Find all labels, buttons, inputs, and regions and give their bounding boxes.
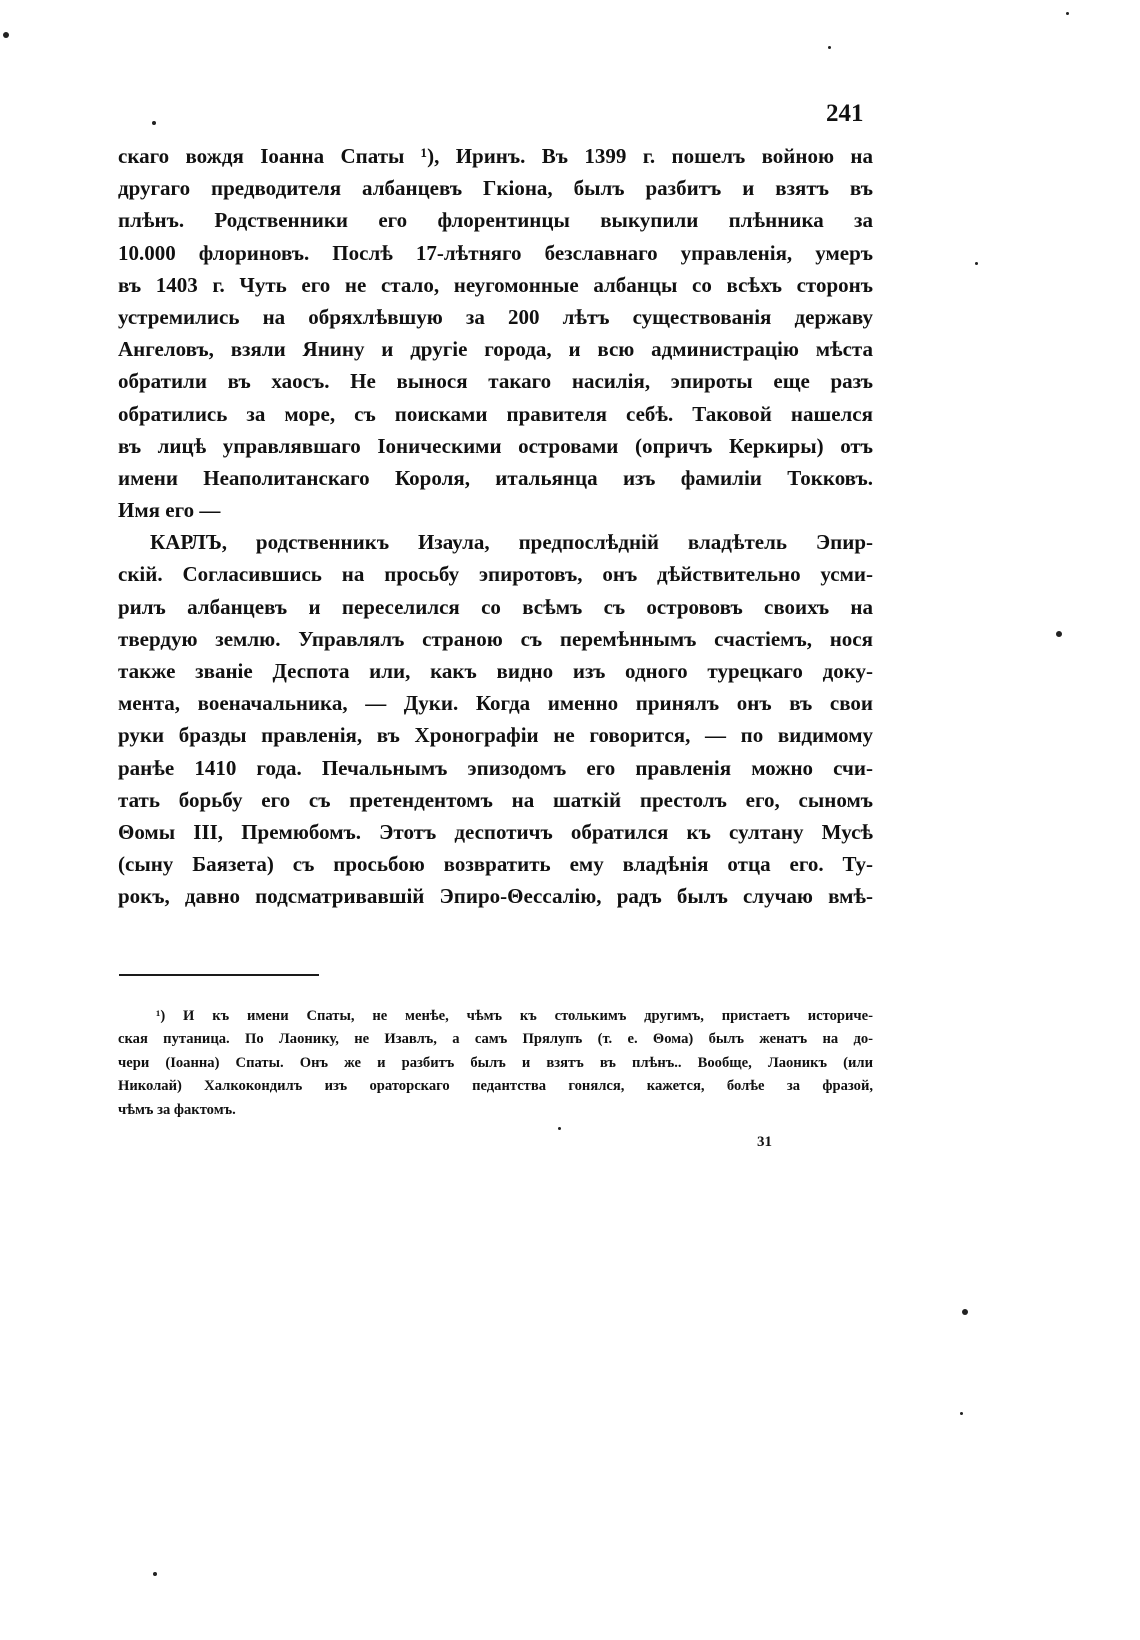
text-line: другаго предводителя албанцевъ Гкіона, былъ разбитъ и взятъ въ bbox=[118, 176, 873, 201]
footnote-line: чери (Іоанна) Спаты. Онъ же и разбитъ былъ и взятъ въ плѣнъ.. Вообще, Лаоникъ (или bbox=[118, 1054, 873, 1071]
text-line: устремились на обряхлѣвшую за 200 лѣтъ существованія державу bbox=[118, 304, 873, 329]
main-text bbox=[118, 140, 873, 913]
text-line: Ангеловъ, взяли Янину и другіе города, и всю администрацію мѣста bbox=[118, 337, 873, 362]
scan-speck bbox=[962, 1309, 968, 1315]
footnote bbox=[118, 1005, 873, 1122]
footnote-line: ¹) И къ имени Спаты, не менѣе, чѣмъ къ столькимъ другимъ, пристаетъ историче- bbox=[156, 1008, 873, 1024]
text-line: рокъ, давно подсматривавшій Эпиро-Θессалію, радъ былъ случаю вмѣ- bbox=[118, 884, 873, 909]
text-line: обратились за море, съ поисками правителя себѣ. Таковой нашелся bbox=[118, 401, 873, 426]
scan-speck bbox=[828, 46, 831, 49]
text-line: скій. Согласившись на просьбу эпиротовъ, онъ дѣйствительно усми- bbox=[118, 562, 873, 587]
page-number: 241 bbox=[826, 100, 864, 127]
text-line: Имя его — bbox=[118, 498, 221, 523]
scan-speck bbox=[3, 32, 9, 38]
scan-speck bbox=[152, 121, 156, 125]
text-line: имени Неаполитанскаго Короля, итальянца изъ фамиліи Токковъ. bbox=[118, 465, 873, 490]
text-line: тать борьбу его съ претендентомъ на шаткій престолъ его, сыномъ bbox=[118, 787, 873, 812]
scan-speck bbox=[153, 1572, 157, 1576]
text-line: руки бразды правленія, въ Хронографіи не говорится, — по видимому bbox=[118, 723, 873, 748]
text-line: 10.000 флориновъ. Послѣ 17-лѣтняго безславнаго управленія, умеръ bbox=[118, 240, 873, 265]
text-line: въ лицѣ управлявшаго Іоническими островами (опричъ Керкиры) отъ bbox=[118, 433, 873, 458]
printer-signature-mark: 31 bbox=[757, 1134, 772, 1150]
text-line: КАРЛЪ, родственникъ Изаула, предпослѣдній владѣтель Эпир- bbox=[150, 530, 873, 555]
scan-speck bbox=[558, 1127, 561, 1130]
text-line: (сыну Баязета) съ просьбою возвратить ему владѣнія отца его. Ту- bbox=[118, 852, 873, 877]
text-line: также званіе Деспота или, какъ видно изъ одного турецкаго доку- bbox=[118, 659, 873, 683]
text-line: мента, военачальника, — Дуки. Когда именно принялъ онъ въ свои bbox=[118, 691, 873, 716]
scan-speck bbox=[1066, 12, 1069, 15]
text-line: скаго вождя Іоанна Спаты ¹), Иринъ. Въ 1399 г. пошелъ войною на bbox=[118, 144, 873, 168]
text-line: твердую землю. Управлялъ страною съ перемѣннымъ счастіемъ, нося bbox=[118, 626, 873, 651]
scan-speck bbox=[1056, 631, 1062, 637]
text-line: обратили въ хаосъ. Не вынося такаго насилія, эпироты еще разъ bbox=[118, 369, 873, 394]
text-line: въ 1403 г. Чуть его не стало, неугомонные албанцы со всѣхъ сторонъ bbox=[118, 272, 873, 297]
footnote-line: чѣмъ за фактомъ. bbox=[118, 1101, 236, 1118]
footnote-line: ская путаница. По Лаонику, не Изавлъ, а самъ Прялупъ (т. е. Θома) былъ женатъ на до- bbox=[118, 1031, 873, 1048]
text-line: ранѣе 1410 года. Печальнымъ эпизодомъ его правленія можно счи- bbox=[118, 755, 873, 780]
text-line: рилъ албанцевъ и переселился со всѣмъ съ острововъ своихъ на bbox=[118, 594, 873, 619]
footnote-line: Николай) Халкокондилъ изъ ораторскаго педантства гонялся, кажется, болѣе за фразой, bbox=[118, 1078, 873, 1095]
scan-speck bbox=[960, 1412, 963, 1415]
footnote-divider bbox=[119, 974, 319, 976]
text-line: плѣнъ. Родственники его флорентинцы выкупили плѣнника за bbox=[118, 208, 873, 233]
text-line: Θомы III, Премюбомъ. Этотъ деспотичъ обратился къ султану Мусѣ bbox=[118, 819, 873, 844]
scan-speck bbox=[975, 262, 978, 265]
